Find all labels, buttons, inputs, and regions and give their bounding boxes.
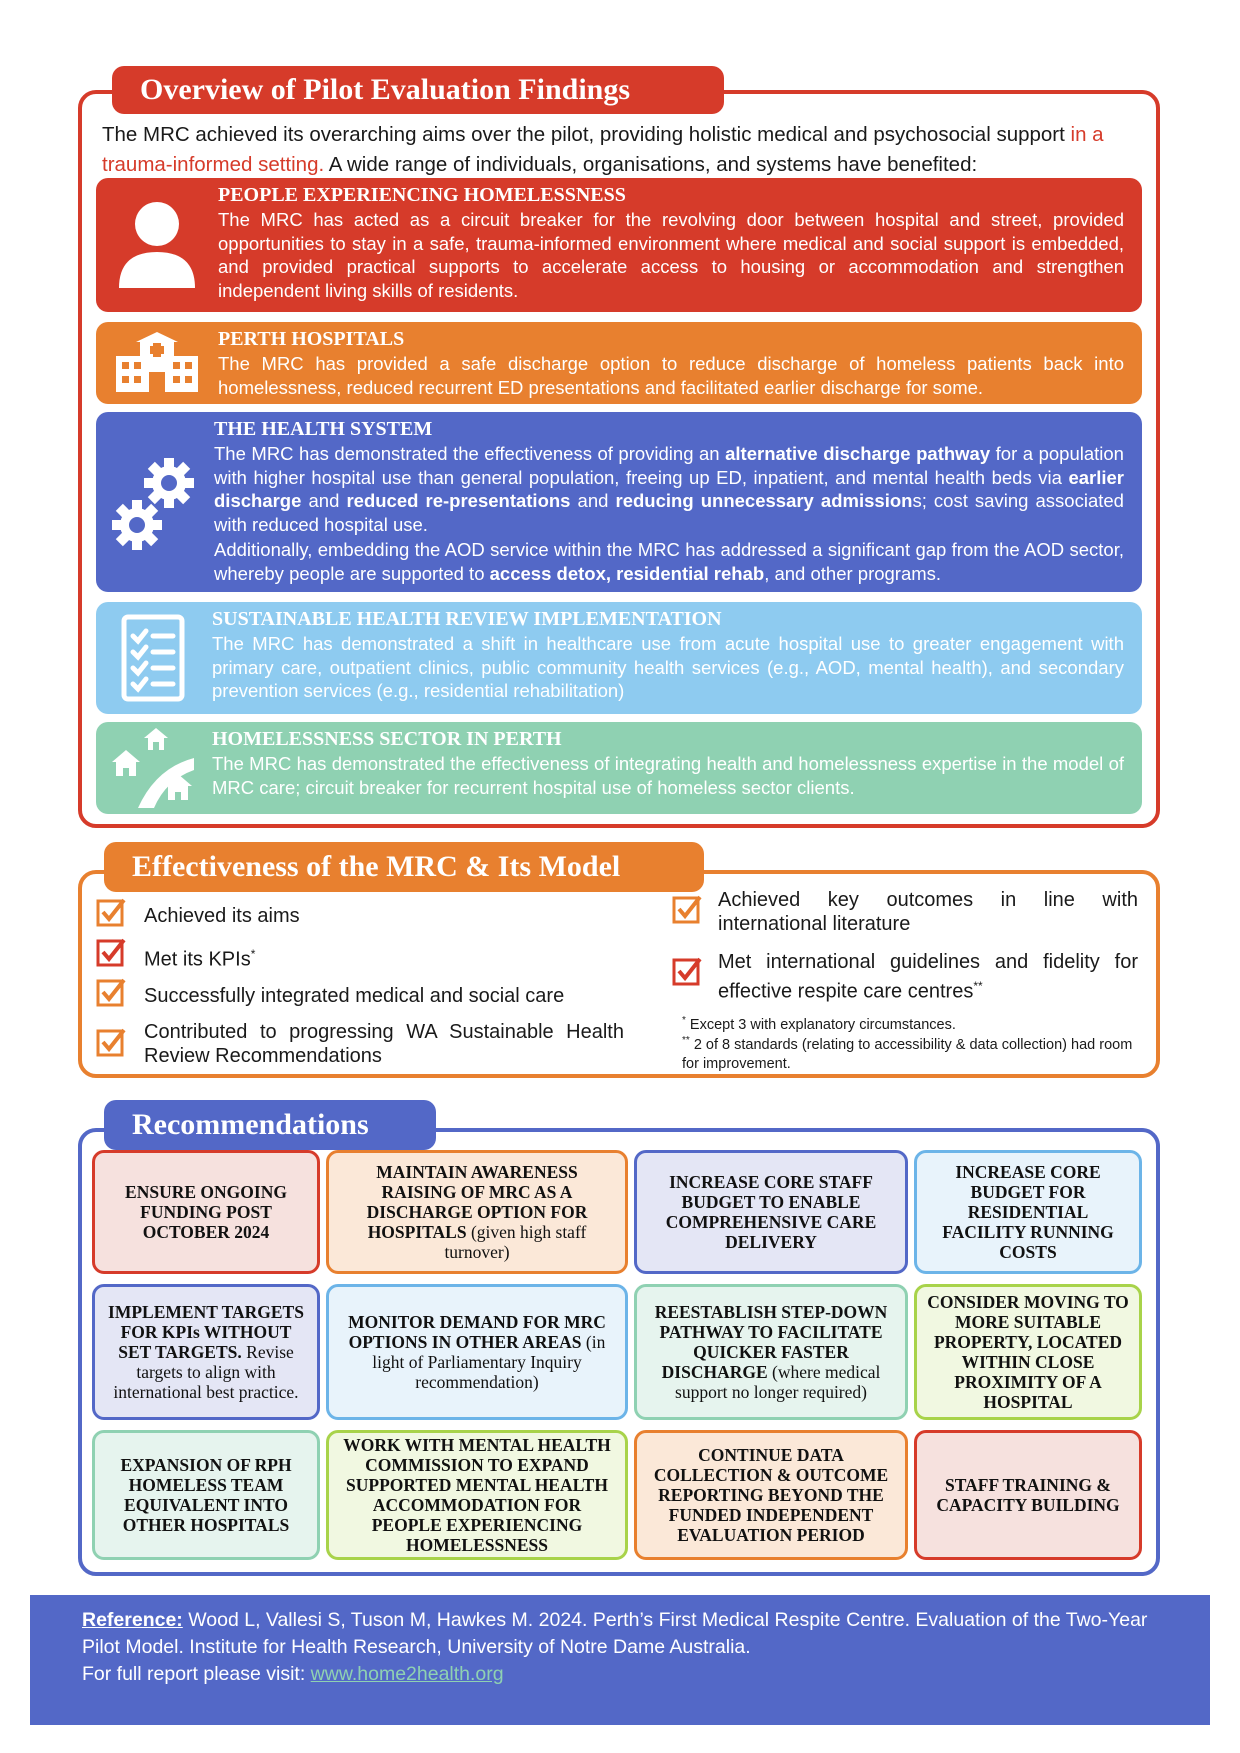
panel-perth-hospitals — [96, 322, 1142, 404]
checkbox-checked-icon — [672, 956, 702, 986]
recommendation-card: REESTABLISH STEP-DOWN PATHWAY TO FACILITATE QUICKER FASTER DISCHARGE (where medical support no longer required) — [634, 1284, 908, 1420]
recommendations-title: Recommendations — [104, 1100, 436, 1150]
intro-highlight: in a trauma-informed setting. — [102, 123, 1104, 176]
recommendation-card: MAINTAIN AWARENESS RAISING OF MRC AS A DISCHARGE OPTION FOR HOSPITALS (given high staff turnover) — [326, 1150, 628, 1274]
recommendation-card: WORK WITH MENTAL HEALTH COMMISSION TO EXPAND SUPPORTED MENTAL HEALTH ACCOMMODATION FOR PEOPLE EXPERIENCING HOMELESSNESS — [326, 1430, 628, 1560]
footnote-2: ** 2 of 8 standards (relating to accessibility & data collection) had room for improvement. — [682, 1035, 1133, 1072]
panel-text: The MRC has demonstrated the effectiveness of providing an alternative discharge pathway for a population with higher hospital use than general population, freeing up ED, inpatient, and mental health beds via earlier discharge and reduced re-presentations and reducing unnecessary admissions; cost saving associated with reduced hospital use. — [214, 443, 1124, 535]
recommendation-card: EXPANSION OF RPH HOMELESS TEAM EQUIVALENT INTO OTHER HOSPITALS — [92, 1430, 320, 1560]
recommendation-card: IMPLEMENT TARGETS FOR KPIs WITHOUT SET TARGETS. Revise targets to align with international best practice. — [92, 1284, 320, 1420]
effectiveness-item: Successfully integrated medical and social care — [144, 985, 565, 1007]
intro-text: The MRC achieved its overarching aims over the pilot, providing holistic medical and psychosocial support — [102, 123, 1065, 146]
recommendation-card: INCREASE CORE STAFF BUDGET TO ENABLE COMPREHENSIVE CARE DELIVERY — [634, 1150, 908, 1274]
effectiveness-item: Met international guidelines and fidelity for effective respite care centres** — [718, 951, 1138, 1003]
checkbox-checked-icon — [96, 937, 126, 967]
panel-title: THE HEALTH SYSTEM — [214, 418, 433, 440]
checkbox-checked-icon — [96, 1027, 126, 1057]
checkbox-checked-icon — [96, 977, 126, 1007]
reference-visit: For full report please visit: www.home2health.org — [82, 1663, 504, 1685]
houses-road-icon — [96, 722, 210, 814]
panel-health-system — [96, 412, 1142, 592]
recommendation-card: CONTINUE DATA COLLECTION & OUTCOME REPORTING BEYOND THE FUNDED INDEPENDENT EVALUATION PERIOD — [634, 1430, 908, 1560]
panel-people-experiencing-homelessness — [96, 178, 1142, 312]
panel-title: PEOPLE EXPERIENCING HOMELESSNESS — [218, 184, 626, 206]
reference-box — [30, 1595, 1210, 1725]
recommendation-card: INCREASE CORE BUDGET FOR RESIDENTIAL FACILITY RUNNING COSTS — [914, 1150, 1142, 1274]
panel-text: The MRC has demonstrated the effectiveness of integrating health and homelessness expertise in the model of MRC care; circuit breaker for recurrent hospital use of homeless sector clients. — [212, 753, 1124, 798]
person-icon — [96, 178, 218, 312]
footnote-1: * Except 3 with explanatory circumstances. — [682, 1015, 956, 1033]
overview-title: Overview of Pilot Evaluation Findings — [112, 66, 724, 114]
panel-text: The MRC has acted as a circuit breaker for the revolving door between hospital and street, provided opportunities to stay in a safe, trauma-informed environment where medical and social support is embedded, and provided practical supports to accelerate access to housing or accommodation and strengthen independent living skills of residents. — [218, 209, 1124, 301]
recommendation-card: STAFF TRAINING & CAPACITY BUILDING — [914, 1430, 1142, 1560]
recommendation-card: ENSURE ONGOING FUNDING POST OCTOBER 2024 — [92, 1150, 320, 1274]
checkbox-checked-icon — [672, 894, 702, 924]
effectiveness-title: Effectiveness of the MRC & Its Model — [104, 842, 704, 892]
panel-text-2: Additionally, embedding the AOD service within the MRC has addressed a significant gap from the AOD sector, whereby people are supported to access detox, residential rehab, and other programs. — [214, 539, 1124, 584]
effectiveness-item: Contributed to progressing WA Sustainable Health Review Recommendations — [144, 1021, 624, 1067]
hospital-icon — [96, 322, 218, 404]
panel-homelessness-sector — [96, 722, 1142, 814]
panel-text: The MRC has provided a safe discharge option to reduce discharge of homeless patients back into homelessness, reduced recurrent ED presentations and facilitated earlier discharge for some. — [218, 353, 1124, 398]
reference-label: Reference: — [82, 1609, 183, 1631]
effectiveness-item: Achieved its aims — [144, 905, 300, 927]
checkbox-checked-icon — [96, 897, 126, 927]
panel-title: SUSTAINABLE HEALTH REVIEW IMPLEMENTATION — [212, 608, 722, 630]
effectiveness-item: Achieved key outcomes in line with international literature — [718, 889, 1138, 935]
panel-title: PERTH HOSPITALS — [218, 328, 405, 350]
overview-intro — [102, 120, 1142, 180]
intro-text-end: A wide range of individuals, organisations, and systems have benefited: — [324, 153, 978, 176]
effectiveness-item: Met its KPIs* — [144, 947, 256, 971]
panel-text: The MRC has demonstrated a shift in healthcare use from acute hospital use to greater engagement with primary care, outpatient clinics, public community health services (e.g., AOD, mental health), and secondary prevention services (e.g., residential rehabilitation) — [212, 633, 1124, 701]
reference-citation: Reference: Wood L, Vallesi S, Tuson M, Hawkes M. 2024. Perth’s First Medical Respite Centre. Evaluation of the Two-Year Pilot Model. Institute for Health Research, University of Notre Dame Australia. — [82, 1609, 1148, 1658]
panel-title: HOMELESSNESS SECTOR IN PERTH — [212, 728, 562, 750]
report-link[interactable]: www.home2health.org — [310, 1663, 504, 1685]
gears-icon — [96, 412, 214, 592]
checklist-icon — [96, 602, 210, 714]
recommendation-card: MONITOR DEMAND FOR MRC OPTIONS IN OTHER AREAS (in light of Parliamentary Inquiry recommendation) — [326, 1284, 628, 1420]
panel-sustainable-health-review — [96, 602, 1142, 714]
recommendation-card: CONSIDER MOVING TO MORE SUITABLE PROPERTY, LOCATED WITHIN CLOSE PROXIMITY OF A HOSPITAL — [914, 1284, 1142, 1420]
